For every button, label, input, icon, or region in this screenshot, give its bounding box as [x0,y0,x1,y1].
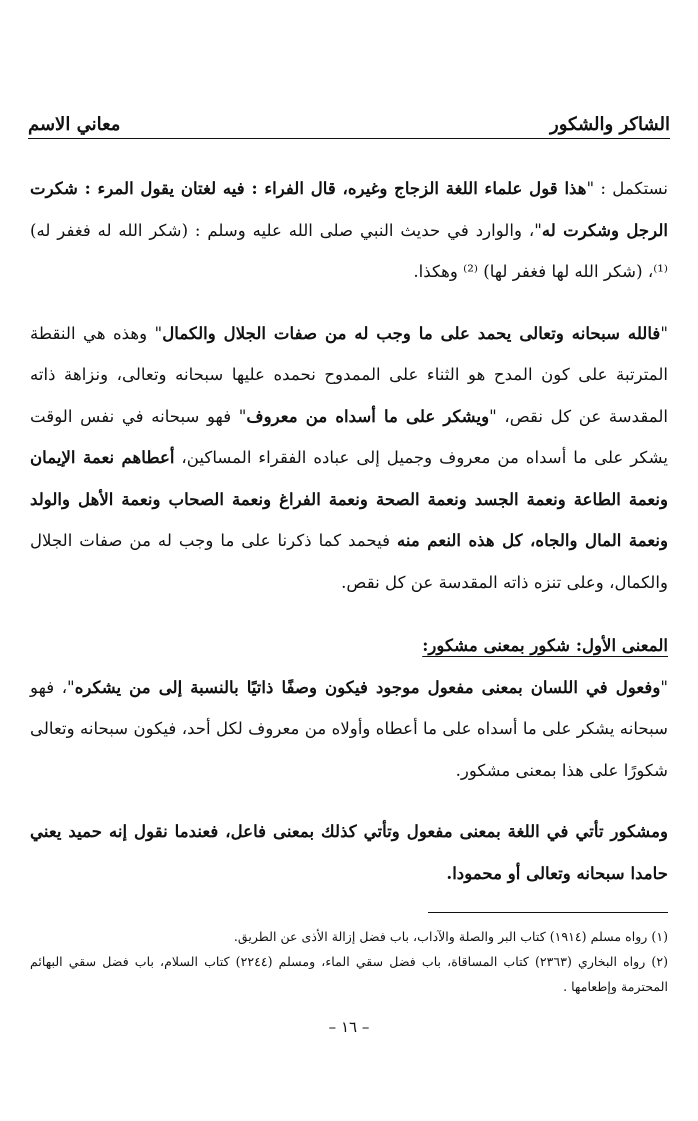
paragraph-2-quote-2: ويشكر على ما أسداه من معروف [246,405,490,426]
paragraph-3 [30,667,668,792]
page-number: – ١٦ – [328,1018,370,1036]
running-header [28,108,670,139]
paragraph-1 [30,168,668,293]
paragraph-2-text-2: " فهو سبحانه في نفس الوقت يشكر على ما أسداه من معروف وجميل إلى عباده الفقراء المساكين، [30,406,669,467]
page-body [30,168,668,894]
paragraph-1-rest: "، والوارد في حديث النبي صلى الله عليه وسلم : (شكر الله له فغفر له) ⁽¹⁾، (شكر الله لها فغفر لها) ⁽²⁾ وهكذا. [30,220,668,281]
paragraph-2-blessings: أعطاهم نعمة الإيمان ونعمة الطاعة ونعمة الجسد ونعمة الصحة ونعمة الفراغ ونعمة الصحاب ونعمة الأهل والولد ونعمة المال والجاه، كل هذه النعم منه [30,447,668,550]
paragraph-3-open-quote: " [660,677,668,697]
header-chapter-title: الشاكر والشكور [550,114,670,135]
footnote-2: (٢) رواه البخاري (٢٣٦٣) كتاب المساقاة، باب فضل سقي الماء، ومسلم (٢٢٤٤) كتاب السلام، باب فضل سقي البهائم المحترمة وإطعامها . [30,954,669,994]
paragraph-2 [30,313,668,604]
paragraph-1-quote: هذا قول علماء اللغة الزجاج وغيره، قال الفراء : فيه لغتان يقول المرء : شكرت الرجل وشكرت له [30,178,669,240]
footnote-1: (١) رواه مسلم (١٩١٤) كتاب البر والصلة والآداب، باب فضل إزالة الأذى عن الطريق. [233,929,668,944]
footnote-separator [428,912,668,913]
paragraph-2-quote-1: فالله سبحانه وتعالى يحمد على ما وجب له من صفات الجلال والكمال [162,322,661,343]
paragraph-4: ومشكور تأتي في اللغة بمعنى مفعول وتأتي كذلك بمعنى فاعل، فعندما نقول إنه حميد يعني حامدا سبحانه وتعالى أو محمودا. [30,821,668,883]
paragraph-1-intro: نستكمل : " [586,179,668,198]
paragraph-3-quote: وفعول في اللسان بمعنى مفعول موجود فيكون وصفًا ذاتيًا بالنسبة إلى من يشكره [74,676,661,697]
paragraph-2-open-quote: " [660,323,668,343]
paragraph-3-rest: "، فهو سبحانه يشكر على ما أسداه على ما أعطاه وأولاه من معروف لكل أحد، فيكون سبحانه وتعالى شكورًا على هذا بمعنى مشكور. [30,677,668,780]
footnotes [30,924,668,999]
header-section-title: معاني الاسم [28,114,121,135]
paragraph-2-text-3: فيحمد كما ذكرنا على ما وجب له من صفات الجلال والكمال، وعلى تنزه ذاته المقدسة عن كل نقص. [30,531,668,592]
paragraph-2-text-1: " وهذه هي النقطة المترتبة على كون المدح هو الثناء على الممدوح نحمده عليها سبحانه وتعالى، ونزاهة ذاته المقدسة عن كل نقص، " [30,323,669,426]
section-heading: المعنى الأول: شكور بمعنى مشكور: [422,635,668,655]
